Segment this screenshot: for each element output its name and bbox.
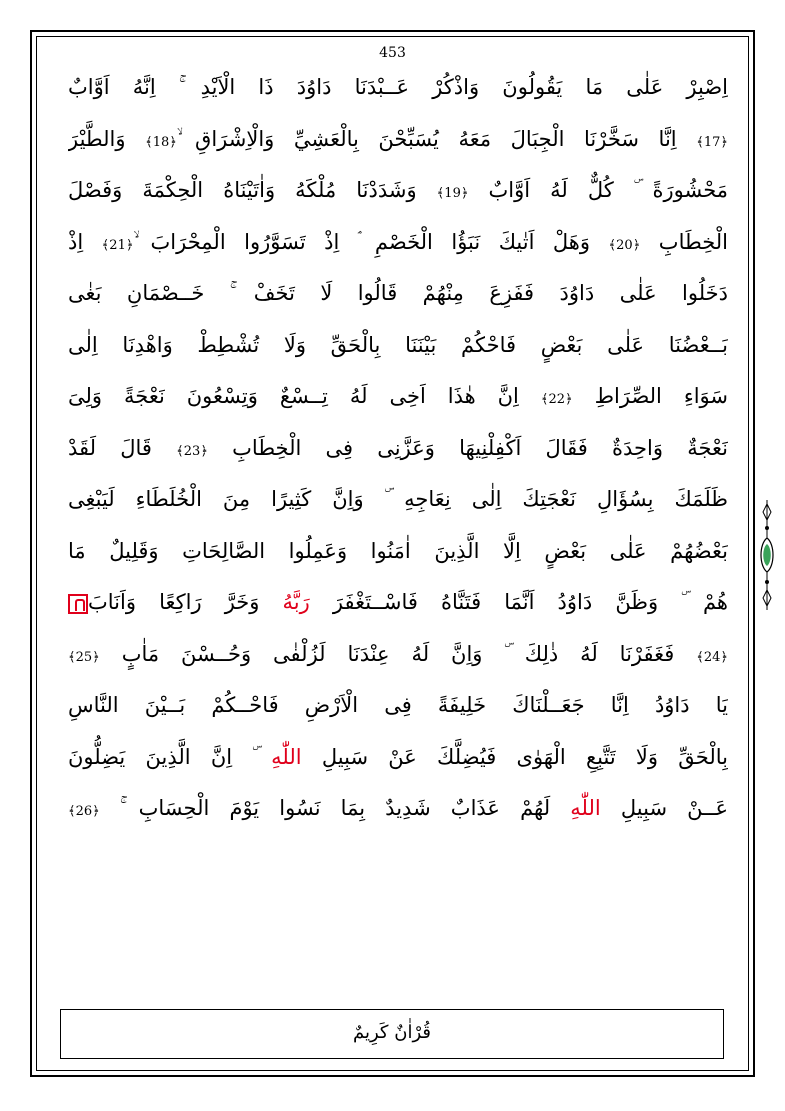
verse-text: هُمْ ۜ وَظَنَّ دَاوُدُ اَنَّمَا فَتَنَّاهُ فَاسْــتَغْفَرَ	[309, 590, 728, 614]
text-line	[68, 577, 728, 629]
ayah-number: ﴿24﴾	[696, 649, 728, 665]
quran-text	[68, 62, 728, 835]
highlighted-word: اللّٰهِ	[271, 744, 302, 769]
text-line	[68, 165, 728, 217]
ayah-number: ﴿18﴾	[145, 134, 177, 150]
verse-text: سَوَاءِ الصِّرَاطِ	[572, 384, 728, 408]
text-line	[68, 423, 728, 475]
verse-text: اِذْ	[68, 229, 102, 254]
verse-text: مَحْشُورَةً ۜ كُلٌّ لَهُ اَوَّابٌ	[468, 178, 728, 202]
verse-text: فَغَفَرْنَا لَهُ ذٰلِكَ ۜ وَاِنَّ لَهُ عِنْدَنَا لَزُلْفٰى وَحُــسْنَ مَاٰبٍ	[99, 641, 697, 666]
footer-box	[60, 1009, 724, 1059]
verse-text: وَالطَّيْرَ	[68, 126, 146, 151]
verse-text: بَعْضُهُمْ عَلٰى بَعْضٍ اِلَّا الَّذِينَ اٰمَنُوا وَعَمِلُوا الصَّالِحَاتِ وَقَلِيلٌ مَا	[68, 538, 728, 563]
text-line	[68, 629, 728, 681]
verse-text: بِالْحَقِّ وَلَا تَتَّبِعِ الْهَوٰى فَيُضِلَّكَ عَنْ سَبِيلِ	[301, 744, 728, 769]
verse-text: الْخِطَابِ	[640, 229, 728, 254]
footer-title: قُرْاٰنٌ كَرِيمٌ	[353, 1022, 431, 1043]
verse-text: عَــنْ سَبِيلِ	[600, 796, 728, 820]
verse-text: نَعْجَةٌ وَاحِدَةٌ فَقَالَ اَكْفِلْنِيهَا وَعَزَّنِى فِى الْخِطَابِ	[207, 435, 728, 460]
ayah-number: ﴿26﴾	[68, 804, 100, 819]
verse-text: قَالَ لَقَدْ	[68, 435, 177, 460]
text-line	[68, 680, 728, 732]
sajdah-icon	[68, 594, 88, 614]
page-number: 453	[379, 45, 406, 61]
verse-text: اِنَّا سَخَّرْنَا الْجِبَالَ مَعَهُ يُسَبِّحْنَ بِالْعَشِيِّ وَالْاِشْرَاقِ ۙ	[176, 126, 697, 151]
text-line	[68, 114, 728, 166]
text-line	[68, 217, 728, 269]
ayah-number: ﴿22﴾	[540, 392, 573, 407]
verse-text: وَشَدَدْنَا مُلْكَهُ وَاٰتَيْنَاهُ الْحِكْمَةَ وَفَصْلَ	[68, 178, 437, 202]
text-line	[68, 268, 728, 320]
verse-text: اِصْبِرْ عَلٰى مَا يَقُولُونَ وَاذْكُرْ عَــبْدَنَا دَاوُدَ ذَا الْاَيْدِ ۚ اِنَّهُ اَوَّابٌ	[68, 75, 728, 99]
text-line	[68, 732, 728, 784]
verse-text: بَــعْضُنَا عَلٰى بَعْضٍ فَاحْكُمْ بَيْنَنَا بِالْحَقِّ وَلَا تُشْطِطْ وَاهْدِنَا اِلٰى	[68, 332, 728, 357]
verse-text: وَخَرَّ رَاكِعًا وَاَنَابَ	[88, 590, 283, 614]
verse-text: اِنَّ هٰذَا اَخِى لَهُ تِــسْعٌ وَتِسْعُونَ نَعْجَةً وَلِىَ	[68, 384, 541, 408]
ayah-number: ﴿23﴾	[176, 443, 208, 459]
verse-text: ۜ اِنَّ الَّذِينَ يَضِلُّونَ	[68, 744, 272, 769]
text-line	[68, 526, 728, 578]
text-line	[68, 62, 728, 114]
ayah-number: ﴿19﴾	[436, 186, 469, 201]
ayah-number: ﴿20﴾	[608, 237, 641, 253]
verse-text: ظَلَمَكَ بِسُؤَالِ نَعْجَتِكَ اِلٰى نِعَاجِهِ ۜ وَاِنَّ كَثِيرًا مِنَ الْخُلَطَاءِ لَيَبْغِى	[68, 487, 728, 511]
verse-text: لَهُمْ عَذَابٌ شَدِيدٌ بِمَا نَسُوا يَوْمَ الْحِسَابِ ۚ	[99, 796, 571, 820]
verse-text: دَخَلُوا عَلٰى دَاوُدَ فَفَزِعَ مِنْهُمْ قَالُوا لَا تَخَفْ ۚ خَــصْمَانِ بَغٰى	[68, 281, 728, 305]
highlighted-word: رَبَّهُ	[282, 590, 310, 614]
ayah-number: ﴿21﴾	[101, 237, 134, 253]
verse-text: يَا دَاوُدُ اِنَّا جَعَــلْنَاكَ خَلِيفَةً فِى الْاَرْضِ فَاحْــكُمْ بَــيْنَ النَّاسِ	[68, 693, 728, 717]
ornament-icon	[757, 500, 777, 610]
text-line	[68, 320, 728, 372]
highlighted-word: اللّٰهِ	[570, 796, 601, 820]
text-line	[68, 783, 728, 835]
text-line	[68, 371, 728, 423]
verse-text: وَهَلْ اَتٰيكَ نَبَؤُا الْخَصْمِ ۘ اِذْ تَسَوَّرُوا الْمِحْرَابَ ۙ	[133, 229, 609, 254]
ayah-number: ﴿17﴾	[696, 134, 728, 150]
text-line	[68, 474, 728, 526]
ayah-number: ﴿25﴾	[68, 649, 100, 665]
